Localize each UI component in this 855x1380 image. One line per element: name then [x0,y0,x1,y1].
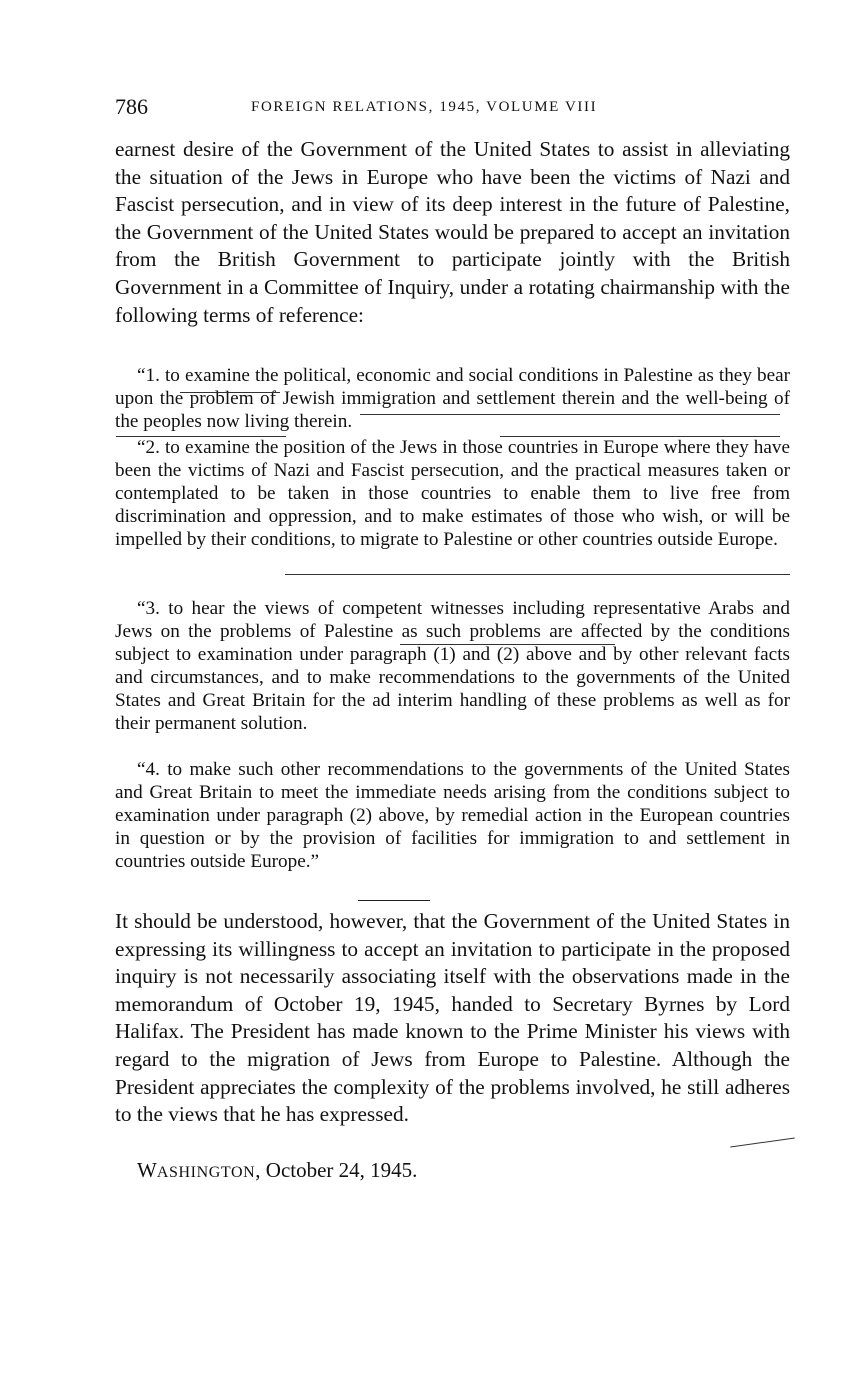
place-rest: ASHINGTON [156,1164,256,1181]
pencil-underline-mark [285,574,790,575]
pencil-underline-mark [730,1137,795,1147]
pencil-underline-mark [500,436,780,437]
running-head: FOREIGN RELATIONS, 1945, VOLUME VIII [251,99,598,115]
place-date-line [137,1158,417,1183]
closing-paragraph: It should be understood, however, that the Government of the United States in expressing its willingness to accept an invitation to participate in the proposed inquiry is not necessarily associating itself with the observations made in the memorandum of October 19, 1945, handed to Secretary Byrnes by Lord Halifax. The President has made known to the Prime Minister his views with regard to the migration of Jews from Europe to Palestine. Although the President appreciates the complexity of the problems involved, he still adheres to the views that he has expressed. [115,909,790,1127]
signoff-date: , October 24, 1945. [255,1158,418,1182]
pencil-underline-mark [360,414,780,415]
terms-of-reference-item-4: “4. to make such other recommendations to the governments of the United States and Great Britain to meet the immediate needs arising from the conditions subject to examination under paragraph (2) above, by remedial action in the European countries in question or by the provision of facilities for immigration to and settlement in countries outside Europe.” [115,759,790,873]
terms-of-reference-item-2: “2. to examine the position of the Jews in those countries in Europe where they have been the victims of Nazi and Fascist persecution, and the practical measures taken or contemplated to be taken in those countries to enable them to live free from discrimination and oppression, and to make estimates of those who wish, or will be impelled by their conditions, to migrate to Palestine or other countries outside Europe. [115,437,790,551]
page-number: 786 [115,94,148,119]
pencil-underline-mark [116,436,286,437]
terms-of-reference-item-3: “3. to hear the views of competent witnesses including representative Arabs and Jews on the problems of Palestine as such problems are affected by the conditions subject to examination under paragraph (1) and (2) above and by other relevant facts and circumstances, and to make recommendations to the governments of the United States and Great Britain for the ad interim handling of these problems as well as for their permanent solution. [115,598,790,735]
pencil-underline-mark [180,392,280,393]
pencil-underline-mark [400,644,615,645]
terms-of-reference-item-1: “1. to examine the political, economic and social conditions in Palestine as they bear upon the problem of Jewish immigration and settlement therein and the well-being of the peoples now living therein. [115,365,790,433]
place-initial: W [137,1158,157,1182]
page-header [115,94,795,124]
section-divider [358,900,430,901]
intro-paragraph: earnest desire of the Government of the United States to assist in alleviating the situation of the Jews in Europe who have been the victims of Nazi and Fascist persecution, and in view of its deep interest in the future of Palestine, the Government of the United States would be prepared to accept an invitation from the British Government to participate jointly with the British Government in a Committee of Inquiry, under a rotating chairmanship with the following terms of reference: [115,137,790,327]
